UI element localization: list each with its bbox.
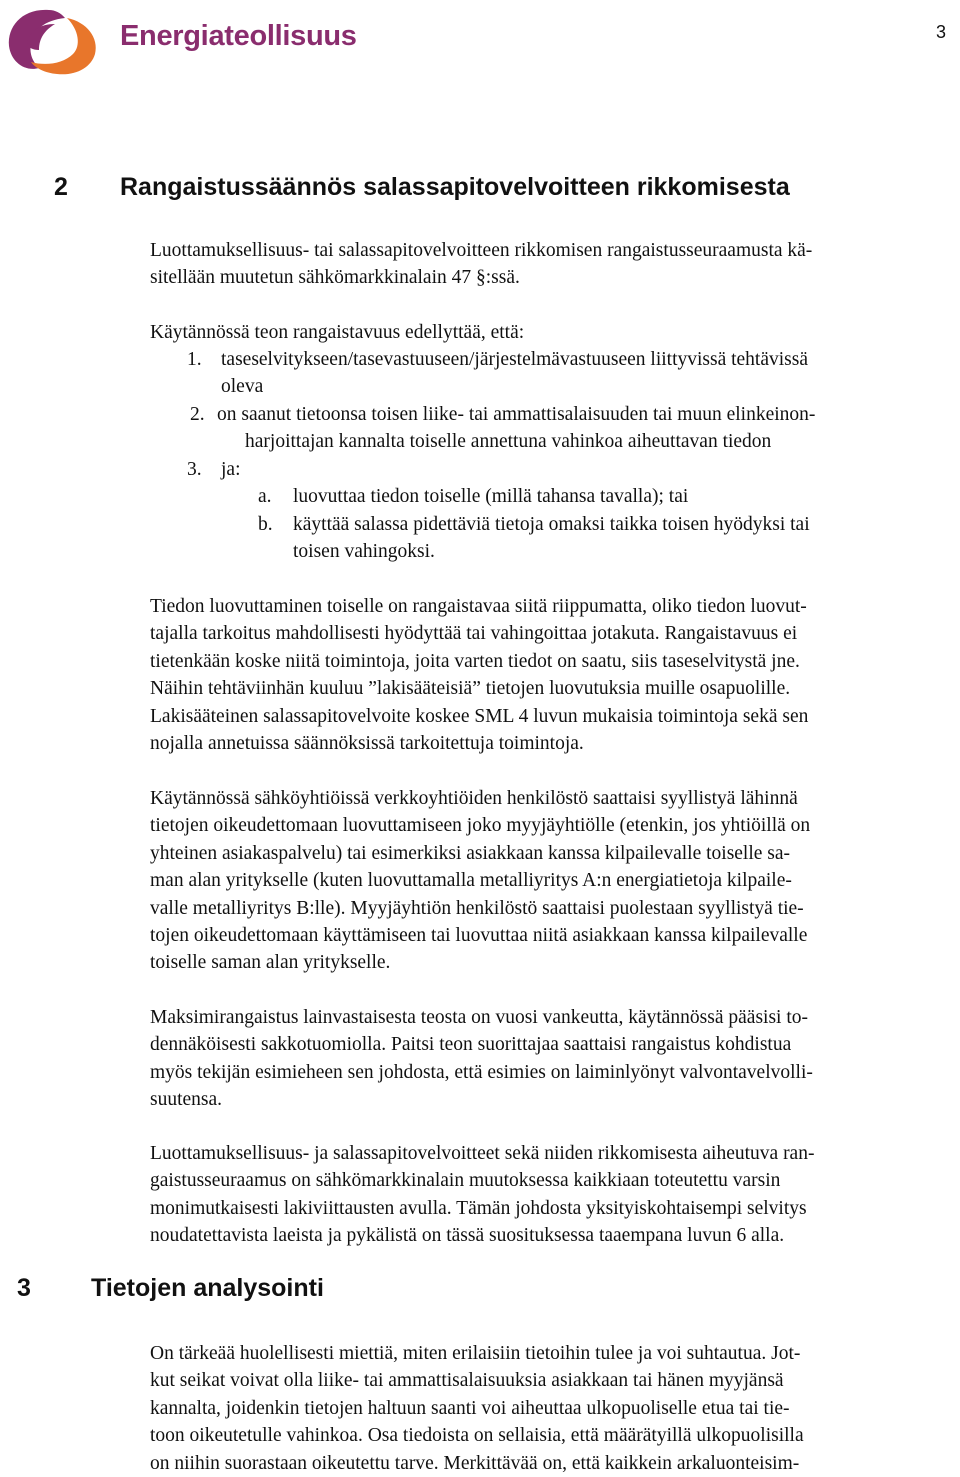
section-3-title: Tietojen analysointi [91,1274,324,1302]
list-item-text: harjoittajan kannalta toiselle annettuna vahinkoa aiheuttavan tiedon [245,431,772,453]
section-2-title: Rangaistussäännös salassapitovelvoitteen rikkomisesta [120,173,790,201]
list-marker: 2. [190,404,205,425]
list-marker: a. [258,486,272,507]
paragraph-line: tajalla tarkoitus mahdollisesti hyödyttää tai vahingoittaa jotakuta. Rangaistavuus ei [150,623,798,645]
body-paragraph-2 [150,785,958,977]
list-marker: b. [258,514,273,535]
list-marker: 3. [187,459,202,480]
paragraph-line: suutensa. [150,1089,223,1111]
page-number: 3 [935,22,946,42]
paragraph-line: tietojen oikeudettomaan luovuttamiseen joko myyjäyhtiölle (etenkin, jos yhtiöillä on [150,815,811,837]
paragraph-line: Käytännössä sähköyhtiöissä verkkoyhtiöiden henkilöstö saattaisi syyllistyä lähinnä [150,788,798,809]
paragraph-line: nojalla annetuissa säännöksissä tarkoitettuja toimintoja. [150,733,584,755]
paragraph-line: tietenkään koske niitä toimintoja, joita varten tiedot on saatu, siis taseselvitystä jne. [150,650,800,672]
paragraph-line: on niihin suorastaan oikeutettu tarve. Merkittävää on, että kaikkein arkaluonteisim- [150,1452,800,1474]
condition-intro: Käytännössä teon rangaistavuus edellyttää, että: [150,322,525,343]
list-item-text: on saanut tietoonsa toisen liike- tai ammattisalaisuuden tai muun elinkeinon- [217,404,816,425]
paragraph-line: Tiedon luovuttaminen toiselle on rangaistavaa siitä riippumatta, oliko tiedon luovut- [150,596,807,617]
list-item-text: ja: [221,459,241,480]
paragraph-line: Luottamuksellisuus- tai salassapitovelvoitteen rikkomisen rangaistusseuraamusta kä- [150,240,813,261]
paragraph-line: dennäköisesti sakkotuomiolla. Paitsi teon suorittajaa saattaisi rangaistus kohdistua [150,1034,792,1056]
body-paragraph-3 [150,1004,958,1114]
intro-paragraph [150,237,958,292]
paragraph-line: toiselle saman alan yritykselle. [150,952,391,974]
paragraph-line: kut seikat voivat olla liike- tai ammattisalaisuuksia asiakkaan tai hänen myyjänsä [150,1370,784,1392]
list-item-text: toisen vahingoksi. [293,541,435,563]
paragraph-line: valle metalliyritys B:lle). Myyjäyhtiön henkilöstö saattaisi puolestaan syyllistyä tie- [150,897,804,919]
paragraph-line: On tärkeää huolellisesti miettiä, miten erilaisiin tietoihin tulee ja voi suhtautua. Jot- [150,1343,801,1364]
body-paragraph-1 [150,593,958,757]
paragraph-line: Maksimirangaistus lainvastaisesta teosta on vuosi vankeutta, käytännössä pääsisi to- [150,1007,808,1028]
section-2-number: 2 [54,173,68,201]
list-item-text: taseselvitykseen/tasevastuuseen/järjestelmävastuuseen liittyvissä tehtävissä [221,349,809,370]
paragraph-line: gaistusseuraamus on sähkömarkkinalain muutoksessa kaikkiaan toteutettu varsin [150,1170,781,1192]
paragraph-line: yhteinen asiakaspalvelu) tai esimerkiksi asiakkaan kanssa kilpailevalle toiselle sa- [150,842,791,864]
paragraph-line: myös tekijän esimieheen sen johdosta, että esimies on laiminlyönyt valvontavelvolli- [150,1061,813,1083]
list-item-text: käyttää salassa pidettäviä tietoja omaksi taikka toisen hyödyksi tai [293,514,810,535]
section-3-number: 3 [17,1274,31,1302]
paragraph-line: Näihin tehtäviinhän kuuluu ”lakisääteisiä” tietojen luovutuksia muille osapuolille. [150,678,791,700]
body-paragraph-4 [150,1140,958,1250]
paragraph-line: man alan yritykselle (kuten luovuttamalla metalliyritys A:n energiatietoja kilpaile- [150,870,792,892]
list-item-text: oleva [221,376,264,398]
paragraph-line: tojen oikeudettomaan käyttämiseen tai luovuttaa niitä asiakkaan kanssa kilpailevalle [150,925,808,947]
paragraph-line: sitellään muutetun sähkömarkkinalain 47 §:ssä. [150,267,520,289]
paragraph-line: toon oikeutetulle vahinkoa. Osa tiedoista on sellaisia, että määrätyillä ulkopuolisilla [150,1425,804,1447]
paragraph-line: noudatettavista laeista ja pykälistä on tässä suosituksessa taaempana luvun 6 alla. [150,1225,785,1247]
paragraph-line: monimutkaisesti lakiviittausten avulla. Tämän johdosta yksityiskohtaisempi selvitys [150,1197,807,1219]
paragraph-line: Lakisääteinen salassapitovelvoite koskee SML 4 luvun mukaisia toimintoja sekä sen [150,705,809,727]
list-marker: 1. [187,349,202,370]
section-3-paragraph [150,1340,958,1477]
energiateollisuus-logo-icon [5,4,101,76]
paragraph-line: kannalta, joidenkin tietojen haltuun saanti voi aiheuttaa ulkopuoliselle etua tai tie- [150,1397,790,1419]
brand-name: Energiateollisuus [120,20,357,52]
list-item-text: luovuttaa tiedon toiselle (millä tahansa tavalla); tai [293,486,689,507]
paragraph-line: Luottamuksellisuus- ja salassapitovelvoitteet sekä niiden rikkomisesta aiheutuva ran- [150,1143,815,1164]
